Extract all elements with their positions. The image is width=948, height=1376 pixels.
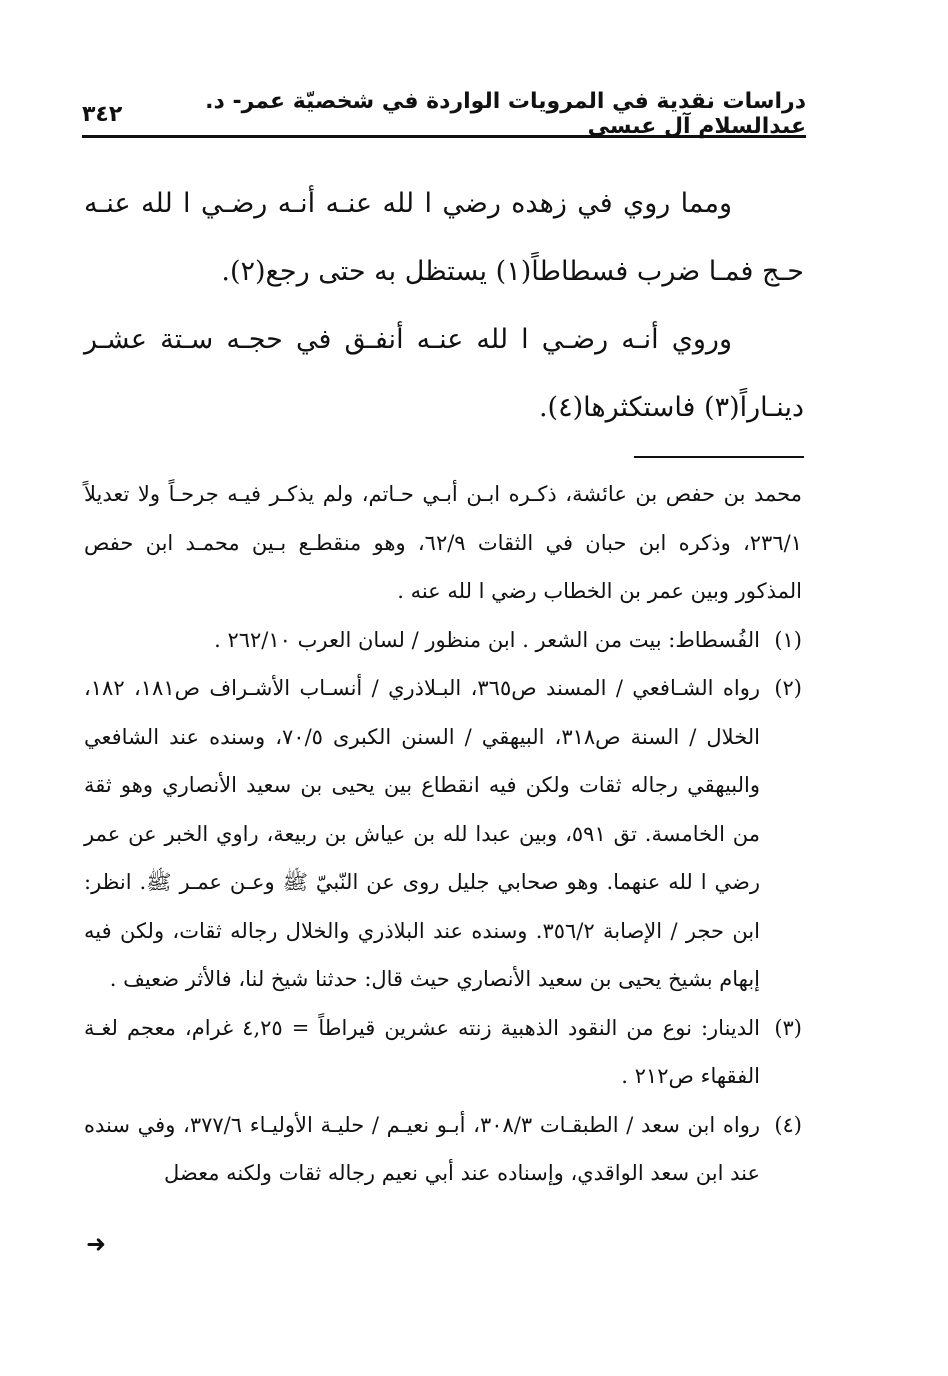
paragraph: ومما روي في زهده رضي ا لله عنـه أنـه رضـي ا لله عنـه حـج فمـا ضرب فسطاطاً(١) يستظل به حتى رجع(٢). — [84, 188, 804, 287]
footnote-item — [84, 616, 802, 665]
main-text — [84, 170, 804, 442]
running-header — [82, 89, 806, 139]
footnote-text: رواه الشـافعي / المسند ص٣٦٥، البـلاذري / أنسـاب الأشـراف ص١٨١، ١٨٢، الخلال / السنة ص٣١٨، البيهقي / السنن الكبرى ٧٠/٥، وسنده عند الشافعي والبيهقي رجاله ثقات ولكن فيه انقطاع بين يحيى بن سعيد الأنصاري وهو ثقة من الخامسة. تق ٥٩١، وبين عبدا لله بن عياش بن ربيعة، راوي الخبر عن عمر رضي ا لله عنهما. وهو صحابي جليل روى عن النّبيّ ﷺ وعـن عمـر ﷺ. انظر: ابن حجر / الإصابة ٣٥٦/٢. وسنده عند البلاذري والخلال رجاله ثقات، ولكن فيه إبهام بشيخ يحيى بن سعيد الأنصاري حيث قال: حدثنا شيخ لنا، فالأثر ضعيف . — [84, 676, 760, 991]
header-title: دراسات نقدية في المرويات الواردة في شخصيّة عمر- د. عبدالسلام آل عيسى — [205, 89, 806, 139]
paragraph: وروي أنـه رضـي ا لله عنـه أنفـق في حجـه سـتة عشـر دينـاراً(٣) فاستكثرها(٤). — [84, 324, 804, 423]
footnote-number: (٢) — [774, 676, 802, 700]
footnote-number: (٣) — [774, 1015, 802, 1040]
footnote-item — [84, 1101, 802, 1198]
footnote-item — [84, 664, 802, 1004]
footnotes — [84, 470, 802, 1198]
footnote-text: الفُسطاط: بيت من الشعر . ابن منظور / لسان العرب ٢٦٢/١٠ . — [214, 627, 760, 652]
footnote-text: الدينار: نوع من النقود الذهبية زنته عشرين قيراطاً = ٤,٢٥ غرام، معجم لغـة الفقهاء ص٢١٢ . — [84, 1015, 761, 1088]
footnote-item — [84, 1004, 802, 1101]
footnote-text: رواه ابن سعد / الطبقـات ٣٠٨/٣، أبـو نعيـم / حليـة الأوليـاء ٣٧٧/٦، وفي سنده عند ابن سعد الواقدي، وإسناده عند أبي نعيم رجاله ثقات ولكنه معضل — [84, 1112, 760, 1185]
footnote-number: (١) — [774, 627, 802, 652]
footnote-continuation: محمد بن حفص بن عائشة، ذكـره ابـن أبـي حـاتم، ولم يذكـر فيـه جرحـاً ولا تعديلاً ٢٣٦/١، وذكره ابن حبان في الثقات ٦٢/٩، وهو منقطـع بـين محمـد ابن حفص المذكور وبين عمر بن الخطاب رضي ا لله عنه . — [84, 482, 802, 603]
footnote-separator — [634, 456, 804, 458]
continuation-arrow-icon: ➜ — [86, 1230, 107, 1258]
footnote-number: (٤) — [774, 1112, 802, 1137]
header-rule — [82, 135, 806, 138]
page-number: ٣٤٢ — [82, 101, 123, 127]
